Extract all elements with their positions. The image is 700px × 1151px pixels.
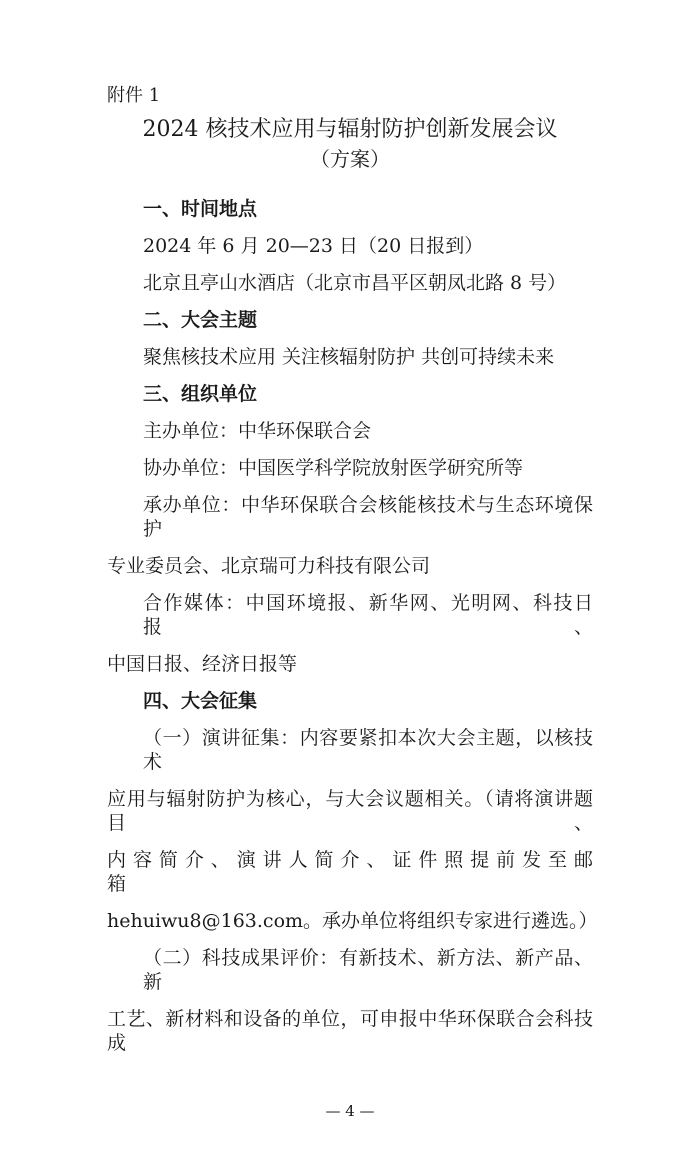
body-line: 合作媒体：中国环境报、新华网、光明网、科技日报、: [143, 592, 593, 638]
body-line: 2024 年 6 月 20—23 日（20 日报到）: [143, 235, 484, 257]
body-line: （二）科技成果评价：有新技术、新方法、新产品、新: [143, 947, 593, 993]
body-line: 主办单位：中华环保联合会: [143, 420, 372, 442]
document-body: [107, 197, 598, 1055]
body-line: （一）演讲征集：内容要紧扣本次大会主题，以核技术: [143, 727, 593, 773]
section-heading: 二、大会主题: [143, 309, 258, 331]
body-line: 北京且亭山水酒店（北京市昌平区朝凤北路 8 号）: [143, 272, 567, 294]
page-number: — 4 —: [325, 1102, 375, 1120]
body-line: 中国日报、经济日报等: [107, 653, 298, 675]
body-line: 应用与辐射防护为核心，与大会议题相关。（请将演讲题目、: [107, 788, 593, 834]
body-line: 专业委员会、北京瑞可力科技有限公司: [107, 555, 431, 577]
section-heading: 三、组织单位: [143, 383, 258, 405]
body-line: 工艺、新材料和设备的单位，可申报中华环保联合会科技成: [107, 1008, 593, 1054]
section-heading: 四、大会征集: [143, 690, 258, 712]
body-line: 协办单位：中国医学科学院放射医学研究所等: [143, 457, 524, 479]
body-line: 承办单位：中华环保联合会核能核技术与生态环境保护: [143, 494, 593, 540]
body-line: 内 容 简 介 、 演 讲 人 简 介 、 证 件 照 提 前 发 至 邮 箱: [107, 849, 593, 895]
document-title: 2024 核技术应用与辐射防护创新发展会议: [142, 117, 558, 142]
section-heading: 一、时间地点: [143, 198, 258, 220]
body-line: hehuiwu8@163.com。承办单位将组织专家进行遴选。）: [107, 910, 598, 932]
document-subtitle: （方案）: [310, 147, 390, 171]
attachment-label: 附件 1: [107, 85, 161, 106]
body-line: 聚焦核技术应用 关注核辐射防护 共创可持续未来: [143, 346, 555, 368]
